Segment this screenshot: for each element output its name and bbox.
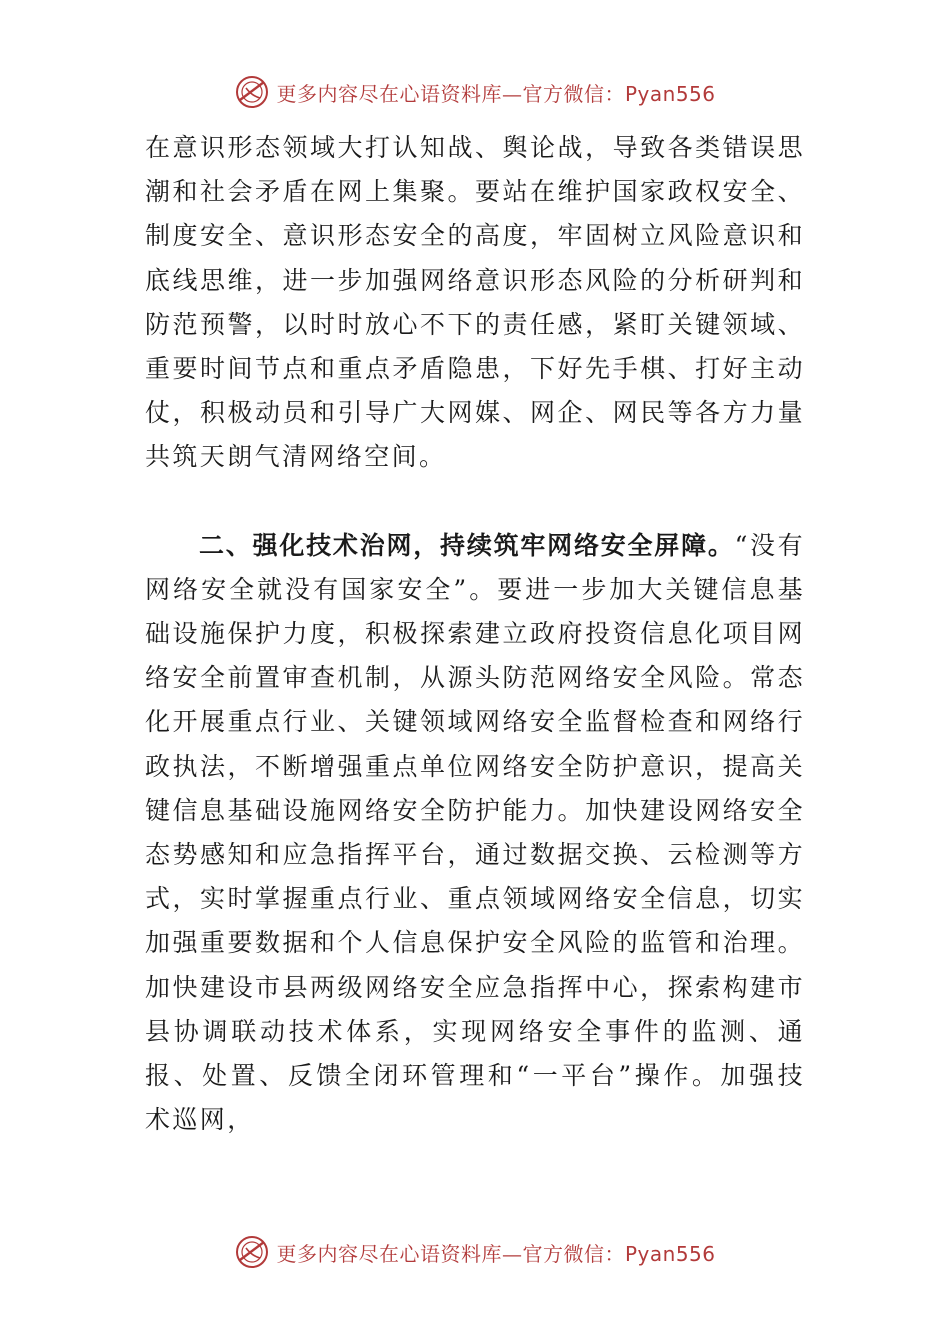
library-logo-icon [234,1234,270,1270]
library-logo-icon [234,74,270,110]
section-heading: 二、强化技术治网，持续筑牢网络安全屏障。 [199,530,735,560]
paragraph-2-text: “没有网络安全就没有国家安全”。要进一步加大关键信息基础设施保护力度，积极探索建立政府投资信息化项目网络安全前置审查机制，从源头防范网络安全风险。常态化开展重点行业、关键领域网络安全监督检查和网络行政执法，不断增强重点单位网络安全防护意识，提高关键信息基础设施网络安全防护能力。加快建设网络安全态势感知和应急指挥平台，通过数据交换、云检测等方式，实时掌握重点行业、重点领域网络安全信息，切实加强重要数据和个人信息保护安全风险的监管和治理。加快建设市县两级网络安全应急指挥中心，探索构建市县协调联动技术体系，实现网络安全事件的监测、通报、处置、反馈全闭环管理和“一平台”操作。加强技术巡网， [145,530,805,1135]
document-body [145,126,805,1142]
header-banner [0,72,950,112]
footer-banner [0,1232,950,1272]
footer-banner-id: Pyan556 [624,1241,716,1266]
footer-banner-text: 更多内容尽在心语资料库—官方微信：Pyan556 [276,1241,716,1266]
paragraph-1: 在意识形态领域大打认知战、舆论战，导致各类错误思潮和社会矛盾在网上集聚。要站在维护国家政权安全、制度安全、意识形态安全的高度，牢固树立风险意识和底线思维，进一步加强网络意识形态风险的分析研判和防范预警，以时时放心不下的责任感，紧盯关键领域、重要时间节点和重点矛盾隐患，下好先手棋、打好主动仗，积极动员和引导广大网媒、网企、网民等各方力量共筑天朗气清网络空间。 [145,133,805,472]
header-banner-text: 更多内容尽在心语资料库—官方微信：Pyan556 [276,81,716,106]
header-banner-id: Pyan556 [624,81,716,106]
paragraph-2 [145,524,805,1143]
